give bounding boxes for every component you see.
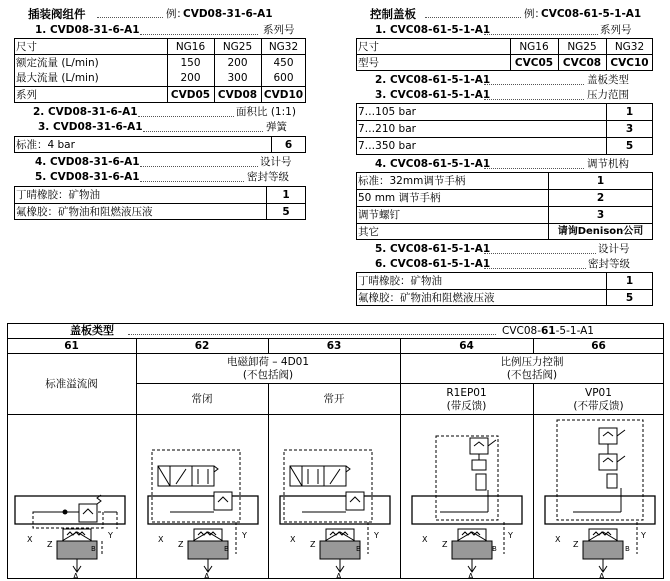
schematic-66 (533, 414, 664, 579)
leader-dots (140, 181, 244, 182)
port-label: X (290, 535, 296, 544)
table-cell: 7…105 bar (358, 106, 416, 118)
right-s1-label: 系列号 (600, 24, 632, 36)
table-cell: 5 (625, 140, 634, 152)
leader-dots (97, 17, 163, 18)
left-example-label: 例： (166, 8, 187, 20)
port-label: B (356, 545, 361, 553)
right-s3-label: 压力范围 (587, 89, 629, 101)
right-s4-label: 调节机构 (587, 158, 629, 170)
table-divider (356, 54, 653, 55)
right-s5-code: 5. CVC08-61-5-1-A1 (375, 243, 491, 255)
c64-label: R1EP01 (446, 387, 487, 399)
port-label: A (204, 572, 210, 581)
c6263-sub: (不包括阀) (242, 369, 294, 381)
leader-dots (484, 268, 586, 269)
table-cell: 标准：32mm调节手柄 (358, 175, 466, 187)
table-cell: 其它 (358, 226, 379, 238)
table-cell: 请询Denison公司 (557, 226, 644, 237)
table-cell: 额定流量 (L/min) (16, 57, 99, 69)
leader-dots (143, 131, 263, 132)
table-cell: 150 (180, 57, 201, 69)
leader-dots (140, 166, 258, 167)
column-number: 66 (591, 340, 606, 352)
left-s4-code: 4. CVD08-31-6-A1 (35, 156, 140, 168)
table-cell: 300 (227, 72, 248, 84)
port-label: B (91, 545, 96, 553)
leader-dots (484, 99, 584, 100)
leader-dots (425, 17, 521, 18)
left-s2-label: 面积比 (1:1) (236, 106, 296, 118)
table-cell: 1 (625, 275, 634, 287)
leader-dots (128, 334, 496, 335)
column-number: 64 (459, 340, 474, 352)
c66-label: VP01 (585, 387, 612, 399)
table-cell: 丁晴橡胶：矿物油 (16, 189, 100, 201)
table-cell: 5 (625, 292, 634, 304)
c6466-sub: (不包括阀) (506, 369, 558, 381)
port-label: X (422, 535, 428, 544)
port-label: Z (47, 540, 53, 549)
table-header-cell: NG16 (519, 41, 549, 53)
port-label: Z (310, 540, 316, 549)
column-number: 61 (64, 340, 79, 352)
table-header-cell: 尺寸 (358, 41, 379, 53)
port-label: X (555, 535, 561, 544)
left-s3-label: 弹簧 (266, 121, 287, 133)
right-s2-label: 盖板类型 (587, 74, 629, 86)
c64-sub: (带反馈) (446, 400, 487, 412)
table-divider (136, 383, 664, 384)
port-label: Y (508, 531, 513, 540)
c62-label: 常闭 (191, 393, 213, 405)
leader-dots (140, 34, 258, 35)
table-divider (14, 203, 306, 204)
schematic-63 (268, 414, 400, 579)
c66-sub: (不带反馈) (573, 400, 624, 412)
port-label: B (224, 545, 229, 553)
cover-type-title: 盖板类型 (70, 324, 114, 337)
table-divider (14, 54, 306, 55)
port-label: Z (178, 540, 184, 549)
table-cell: 氟橡胶：矿物油和阻燃液压液 (16, 206, 153, 218)
table-cell: CVC05 (514, 57, 554, 69)
schematic-62 (136, 414, 268, 579)
table-divider (356, 223, 653, 224)
port-label: Y (641, 531, 646, 540)
right-title: 控制盖板 (370, 7, 416, 21)
right-s3-code: 3. CVC08-61-5-1-A1 (375, 89, 491, 101)
left-title: 插装阀组件 (28, 7, 86, 21)
table-cell: 450 (273, 57, 294, 69)
table-cell: 600 (273, 72, 294, 84)
table-cell: 型号 (358, 57, 379, 69)
table-cell: 200 (227, 57, 248, 69)
table-cell: 7…210 bar (358, 123, 416, 135)
leader-dots (484, 34, 598, 35)
port-label: Y (374, 531, 379, 540)
port-label: Y (108, 531, 113, 540)
table-cell: 1 (282, 189, 290, 201)
left-s1-label: 系列号 (263, 24, 295, 36)
table-divider (356, 120, 653, 121)
port-label: A (599, 572, 605, 581)
port-label: B (625, 545, 630, 553)
schematic-61 (7, 414, 136, 579)
port-label: Z (442, 540, 448, 549)
table-cell: 7…350 bar (358, 140, 416, 152)
table-cell: 2 (596, 192, 605, 204)
table-cell: 1 (596, 175, 605, 187)
table-cell: 200 (180, 72, 201, 84)
table-cell: 3 (596, 209, 605, 221)
table-divider (356, 189, 653, 190)
table-header-cell: 尺寸 (16, 41, 37, 53)
table-cell: 3 (625, 123, 634, 135)
table-divider (356, 206, 653, 207)
table-cell: 50 mm 调节手柄 (358, 192, 441, 204)
table-cell: CVD05 (170, 89, 211, 101)
c63-label: 常开 (323, 393, 345, 405)
table-cell: 最大流量 (L/min) (16, 72, 99, 84)
table-cell: CVC10 (610, 57, 649, 69)
cover-type-code: CVC08-61-5-1-A1 (502, 325, 594, 337)
port-label: B (492, 545, 497, 553)
column-number: 62 (194, 340, 210, 352)
c61-label: 标准溢流阀 (45, 378, 98, 390)
right-example-label: 例： (524, 8, 545, 20)
c6466-label: 比例压力控制 (500, 356, 564, 368)
c6263-label: 电磁卸荷 – 4D01 (226, 356, 310, 368)
port-label: A (336, 572, 342, 581)
table-header-cell: NG32 (614, 41, 645, 53)
table-cell: CVC08 (562, 57, 602, 69)
column-number: 63 (326, 340, 342, 352)
table-cell: CVD08 (217, 89, 258, 101)
right-s4-code: 4. CVC08-61-5-1-A1 (375, 158, 491, 170)
table-cell: 氟橡胶：矿物油和阻燃液压液 (358, 292, 495, 304)
leader-dots (138, 116, 234, 117)
right-example-code: CVC08-61-5-1-A1 (541, 8, 642, 20)
table-cell: CVD10 (263, 89, 304, 101)
port-label: A (73, 572, 79, 581)
table-header-cell: NG25 (567, 41, 597, 53)
table-header-cell: NG16 (175, 41, 206, 53)
port-label: Y (242, 531, 247, 540)
table-cell: 6 (284, 139, 293, 151)
port-label: X (27, 535, 33, 544)
right-s6-label: 密封等级 (588, 258, 630, 270)
left-s1-code: 1. CVD08-31-6-A1 (35, 24, 140, 36)
right-s2-code: 2. CVC08-61-5-1-A1 (375, 74, 491, 86)
table-divider (7, 353, 664, 354)
left-s2-code: 2. CVD08-31-6-A1 (33, 106, 138, 118)
leader-dots (484, 84, 584, 85)
table-header-cell: NG25 (222, 41, 253, 53)
table-divider (14, 86, 306, 87)
schematic-64 (400, 414, 533, 579)
left-s3-code: 3. CVD08-31-6-A1 (38, 121, 143, 133)
left-example-code: CVD08-31-6-A1 (183, 8, 273, 20)
table-divider (356, 289, 653, 290)
right-s1-code: 1. CVC08-61-5-1-A1 (375, 24, 491, 36)
right-s6-code: 6. CVC08-61-5-1-A1 (375, 258, 491, 270)
table-cell: 1 (625, 106, 634, 118)
leader-dots (484, 168, 584, 169)
left-s5-code: 5. CVD08-31-6-A1 (35, 171, 140, 183)
leader-dots (484, 253, 596, 254)
table-cell: 丁晴橡胶：矿物油 (358, 275, 442, 287)
table-cell: 调节螺钉 (358, 209, 400, 221)
table-cell: 系列 (16, 89, 37, 101)
port-label: Z (573, 540, 579, 549)
left-s5-label: 密封等级 (247, 171, 289, 183)
right-s5-label: 设计号 (598, 243, 630, 255)
port-label: A (468, 572, 474, 581)
table-cell: 标准：4 bar (16, 139, 75, 151)
table-cell: 5 (282, 206, 290, 218)
left-s4-label: 设计号 (260, 156, 292, 168)
table-divider (356, 137, 653, 138)
port-label: X (158, 535, 164, 544)
table-header-cell: NG32 (268, 41, 299, 53)
